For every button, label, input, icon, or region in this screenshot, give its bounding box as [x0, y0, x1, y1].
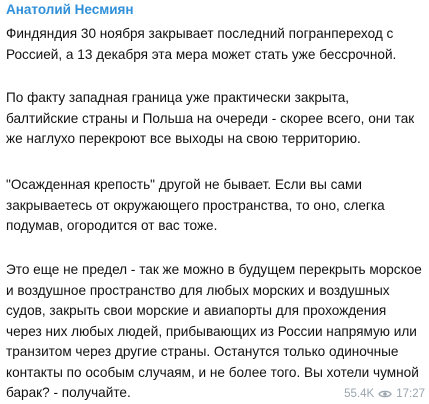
message-meta — [344, 387, 425, 401]
view-count: 55.4K — [344, 388, 375, 400]
message-time: 17:27 — [396, 388, 425, 400]
message-paragraph-2: По факту западная граница уже практически закрыта, балтийские страны и Польша на очереди - скорее всего, они так же наглухо перекроют все выходы на свою территорию. — [6, 90, 415, 146]
eye-icon — [378, 389, 392, 399]
author-name[interactable]: Анатолий Несмиян — [6, 2, 134, 17]
message-paragraph-1: Финдяндия 30 ноября закрывает последний погранпереход с Россией, а 13 декабря эта мера может стать уже бессрочной. — [6, 26, 397, 62]
message-paragraph-3: "Осажденная крепость" другой не бывает. Если вы сами закрываетесь от окружающего пространства, то оно, слегка подумав, огородится от вас тоже. — [6, 177, 385, 233]
message-paragraph-4: Это еще не предел - так же можно в будущем перекрыть морское и воздушное пространство для любых морских и воздушных судов, закрыть свои морские и авиапорты для прохождения через них любых людей, прибывающих из России напрямую или транзитом через другие страны. Останутся только одиночные контакты по особым случаям, и не более того. Вы хотели чумной барак? - получайте. — [6, 262, 422, 400]
